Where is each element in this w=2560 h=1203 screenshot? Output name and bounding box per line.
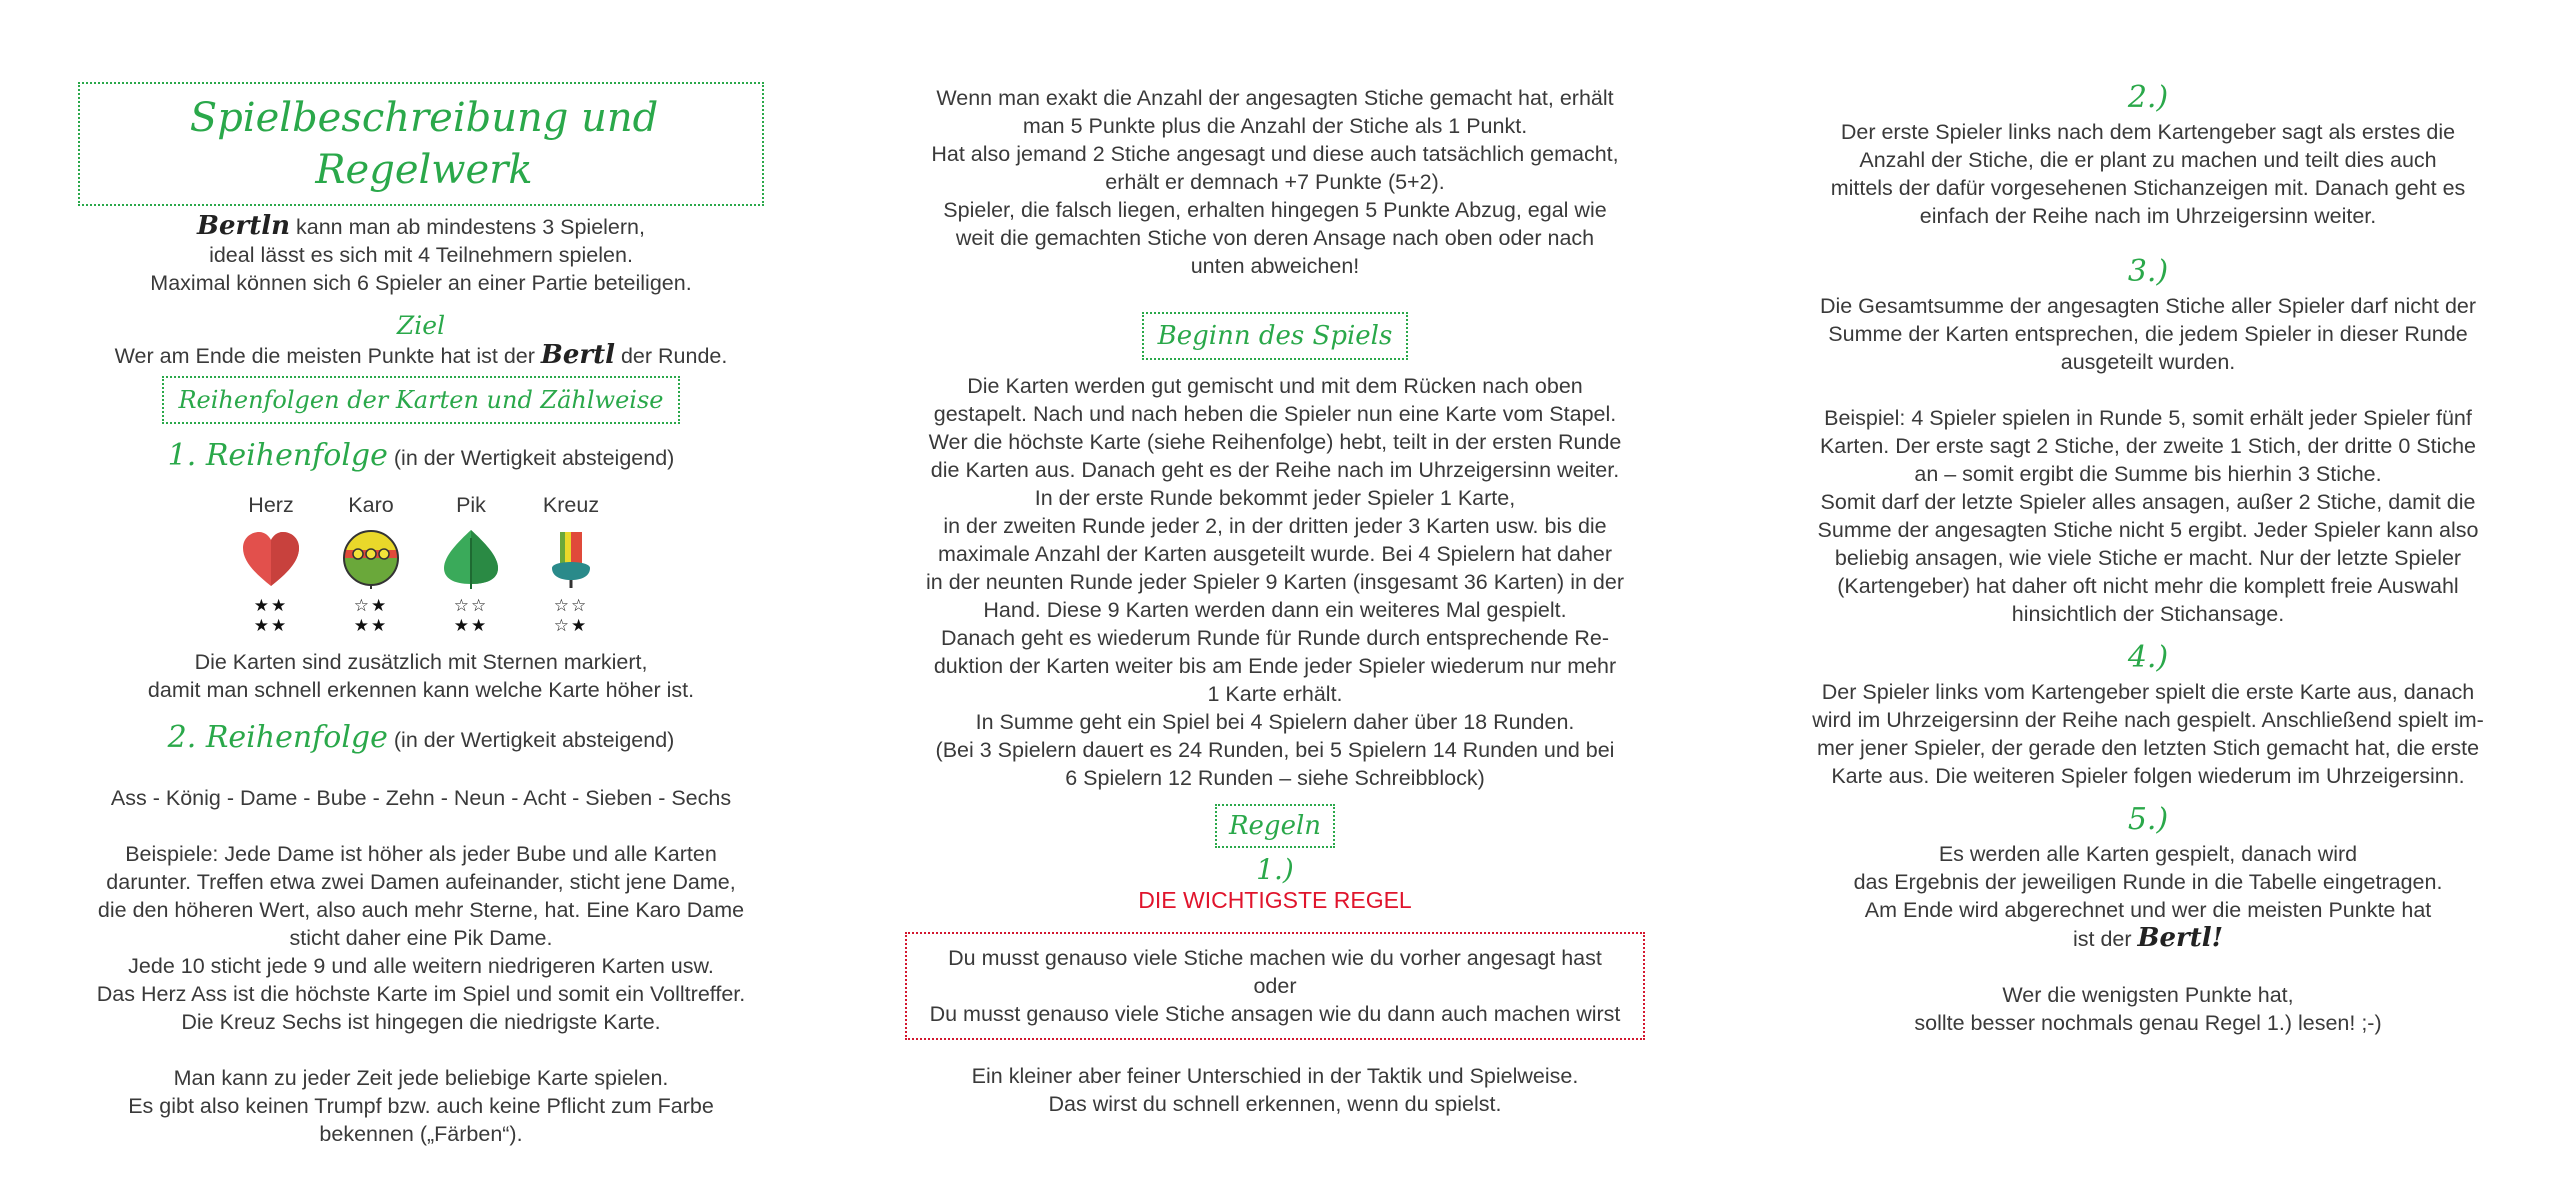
rule3-example-line: beliebig ansagen, wie viele Stiche er macht. Nur der letzte Spieler	[1834, 546, 2462, 570]
order-heading: Reihenfolgen der Karten und Zählweise	[162, 376, 679, 424]
rule4-line: mer jener Spieler, der gerade den letzten Stich gemacht hat, die erste	[1816, 736, 2480, 760]
rule5-last-pre: ist der	[2072, 927, 2138, 951]
ziel-text-post: der Runde.	[614, 344, 728, 368]
rule5-last-line	[1808, 924, 2488, 953]
rule2-number: 2.)	[2127, 80, 2169, 115]
intro-line-2: ideal lässt es sich mit 4 Teilnehmern spielen.	[209, 243, 633, 267]
order2-heading: 2. Reihenfolge	[167, 720, 388, 755]
beginn-section	[905, 372, 1645, 792]
rule3-line: Die Gesamtsumme der angesagten Stiche aller Spieler darf nicht der	[1819, 294, 2477, 318]
stars-note-line-1: Die Karten sind zusätzlich mit Sternen markiert,	[194, 650, 648, 674]
beginn-line: Danach geht es wiederum Runde für Runde durch entsprechende Re-	[940, 626, 1610, 650]
outro	[905, 1062, 1645, 1118]
ziel-text	[78, 341, 764, 370]
rule5-number: 5.)	[2127, 802, 2169, 837]
beginn-line: gestapelt. Nach und nach heben die Spieler nun eine Karte vom Stapel.	[933, 402, 1617, 426]
rule3-example-line: Somit darf der letzte Spieler alles ansagen, außer 2 Stiche, damit die	[1820, 490, 2476, 514]
examples-line: Jede 10 sticht jede 9 und alle weitern niedrigeren Karten usw.	[128, 954, 714, 978]
regeln-heading: Regeln	[1215, 804, 1335, 848]
examples-line: Die Kreuz Sechs ist hingegen die niedrigste Karte.	[181, 1010, 661, 1034]
examples-line: Beispiele: Jede Dame ist höher als jeder Bube und alle Karten	[125, 842, 717, 866]
ziel-heading: Ziel	[396, 311, 446, 340]
suit-label: Karo	[348, 493, 394, 517]
beginn-line: In Summe geht ein Spiel bei 4 Spielern daher über 18 Runden.	[975, 710, 1575, 734]
card-order-list: Ass - König - Dame - Bube - Zehn - Neun - Acht - Sieben - Sechs	[110, 786, 732, 810]
stars-row: ★★	[253, 616, 289, 635]
outro-line: Das wirst du schnell erkennen, wenn du spielst.	[1048, 1092, 1502, 1116]
beginn-line: in der neunten Runde jeder Spieler 9 Karten (insgesamt 36 Karten) in der	[926, 570, 1624, 594]
free-play-line: Man kann zu jeder Zeit jede beliebige Karte spielen.	[173, 1066, 669, 1090]
beginn-line: 1 Karte erhält.	[1207, 682, 1343, 706]
stars-row: ★★	[453, 616, 489, 635]
examples-line: die den höheren Wert, also auch mehr Sterne, hat. Eine Karo Dame	[97, 898, 745, 922]
scoring-line: weit die gemachten Stiche von deren Ansage nach oben oder nach	[955, 226, 1595, 250]
beginn-line: Wer die höchste Karte (siehe Reihenfolge) hebt, teilt in der ersten Runde	[928, 430, 1622, 454]
rule5-line: Es werden alle Karten gespielt, danach wird	[1938, 842, 2358, 866]
scoring-line: Hat also jemand 2 Stiche angesagt und diese auch tatsächlich gemacht,	[931, 142, 1619, 166]
beginn-line: duktion der Karten weiter bis am Ende jeder Spieler wiederum nur mehr	[933, 654, 1617, 678]
examples-line: darunter. Treffen etwa zwei Damen aufeinander, sticht jene Dame,	[106, 870, 736, 894]
rule2-line: mittels der dafür vorgesehenen Stichanzeigen mit. Danach geht es	[1830, 176, 2466, 200]
rule1-line: Du musst genauso viele Stiche machen wie du vorher angesagt hast	[948, 946, 1602, 970]
rule3-example-line: hinsichtlich der Stichansage.	[2011, 602, 2285, 626]
brand-name: Bertln	[197, 211, 291, 241]
order1-note: (in der Wertigkeit absteigend)	[393, 446, 675, 470]
stars-row: ★★	[253, 596, 289, 615]
beginn-line: maximale Anzahl der Karten ausgeteilt wurde. Bei 4 Spielern hat daher	[937, 542, 1613, 566]
beginn-line: die Karten aus. Danach geht es der Reihe nach im Uhrzeigersinn weiter.	[930, 458, 1620, 482]
page-title: Spielbeschreibung und Regelwerk	[78, 82, 764, 206]
rule1-number: 1.)	[1256, 853, 1294, 886]
acorn-suit-icon	[540, 528, 602, 590]
ziel-text-pre: Wer am Ende die meisten Punkte hat ist der	[114, 344, 541, 368]
column-middle	[905, 84, 1645, 1118]
intro-line-3: Maximal können sich 6 Spieler an einer Partie beteiligen.	[150, 271, 692, 295]
rule3-example-line: an – somit ergibt die Summe bis hierhin 3 Stiche.	[1914, 462, 2382, 486]
order2-heading-line	[78, 716, 764, 760]
beginn-line: In der erste Runde bekommt jeder Spieler 1 Karte,	[1034, 486, 1516, 510]
rule5-line: Am Ende wird abgerechnet und wer die meisten Punkte hat	[1864, 898, 2432, 922]
rule4-line: Der Spieler links vom Kartengeber spielt die erste Karte aus, danach	[1821, 680, 2475, 704]
column-right	[1808, 78, 2488, 1037]
heart-suit-icon	[240, 528, 302, 590]
rule3-example-line: Beispiel: 4 Spieler spielen in Runde 5, somit erhält jeder Spieler fünf	[1824, 406, 2472, 430]
suit-label: Herz	[248, 493, 294, 517]
rule1-line: Du musst genauso viele Stiche ansagen wie du dann auch machen wirst	[929, 1002, 1621, 1026]
intro-line-1	[78, 212, 764, 241]
rule3-example-line: (Kartengeber) hat daher oft nicht mehr die komplett freie Auswahl	[1837, 574, 2459, 598]
rule1-box	[905, 932, 1645, 1040]
scoring-line: Spieler, die falsch liegen, erhalten hingegen 5 Punkte Abzug, egal wie	[943, 198, 1607, 222]
rule2-line: einfach der Reihe nach im Uhrzeigersinn weiter.	[1919, 204, 2377, 228]
rule3-example-line: Karten. Der erste sagt 2 Stiche, der zweite 1 Stich, der dritte 0 Stiche	[1819, 434, 2477, 458]
rule2-line: Der erste Spieler links nach dem Kartengeber sagt als erstes die	[1840, 120, 2456, 144]
brand-name: Bertl!	[2137, 923, 2224, 953]
stars-row: ☆☆	[553, 596, 589, 615]
rule4-line: wird im Uhrzeigersinn der Reihe nach gespielt. Anschließend spielt im-	[1812, 708, 2484, 732]
beginn-line: Hand. Diese 9 Karten werden dann ein weiteres Mal gespielt.	[983, 598, 1567, 622]
stars-row: ★★	[353, 616, 389, 635]
order1-heading: 1. Reihenfolge	[167, 438, 388, 473]
suit-label: Pik	[456, 493, 486, 517]
bell-suit-icon	[340, 528, 402, 590]
beginn-heading: Beginn des Spiels	[1142, 312, 1409, 360]
rule1-line: oder	[1253, 974, 1297, 998]
suit-herz	[240, 492, 302, 636]
rule1-title: DIE WICHTIGSTE REGEL	[1138, 887, 1412, 913]
order1-heading-line	[78, 434, 764, 478]
rank-stars	[354, 596, 388, 636]
scoring-line: erhält er demnach +7 Punkte (5+2).	[1105, 170, 1445, 194]
beginn-line: in der zweiten Runde jeder 2, in der dritten jeder 3 Karten usw. bis die	[943, 514, 1607, 538]
beginn-line: Die Karten werden gut gemischt und mit dem Rücken nach oben	[967, 374, 1583, 398]
free-play-line: Es gibt also keinen Trumpf bzw. auch keine Pflicht zum Farbe	[128, 1094, 714, 1118]
suit-pik	[440, 492, 502, 636]
order2-note: (in der Wertigkeit absteigend)	[393, 728, 675, 752]
rule4-line: Karte aus. Die weiteren Spieler folgen wiederum im Uhrzeigersinn.	[1831, 764, 2465, 788]
rule5-line: das Ergebnis der jeweiligen Runde in die Tabelle eingetragen.	[1853, 870, 2443, 894]
suit-karo	[340, 492, 402, 636]
free-play-line: bekennen („Färben“).	[319, 1122, 523, 1146]
suit-label: Kreuz	[542, 493, 600, 517]
rule3-line: Summe der Karten entsprechen, die jedem Spieler in dieser Runde	[1828, 322, 2468, 346]
scoring-line: unten abweichen!	[1190, 254, 1360, 278]
examples-line: Das Herz Ass ist die höchste Karte im Spiel und somit ein Volltreffer.	[96, 982, 746, 1006]
stars-note-line-2: damit man schnell erkennen kann welche Karte höher ist.	[147, 678, 695, 702]
column-left	[78, 0, 764, 1148]
intro-text: kann man ab mindestens 3 Spielern,	[290, 215, 645, 239]
closing-line: sollte besser nochmals genau Regel 1.) lesen! ;-)	[1914, 1011, 2382, 1035]
stars-row: ☆★	[353, 596, 389, 615]
beginn-line: (Bei 3 Spielern dauert es 24 Runden, bei 5 Spielern 14 Runden und bei	[935, 738, 1615, 762]
rank-stars	[454, 596, 488, 636]
rule4-number: 4.)	[2127, 640, 2169, 675]
scoring-line: man 5 Punkte plus die Anzahl der Stiche als 1 Punkt.	[1022, 114, 1528, 138]
suit-ranking	[78, 492, 764, 636]
rule3-line: ausgeteilt wurden.	[2060, 350, 2236, 374]
suit-kreuz	[540, 492, 602, 636]
brand-name: Bertl	[540, 340, 615, 370]
rule3-example-line: Summe der angesagten Stiche nicht 5 ergibt. Jeder Spieler kann also	[1817, 518, 2479, 542]
closing-line: Wer die wenigsten Punkte hat,	[2002, 983, 2294, 1007]
rule3-number: 3.)	[2127, 254, 2169, 289]
stars-row: ☆★	[553, 616, 589, 635]
scoring-line: Wenn man exakt die Anzahl der angesagten Stiche gemacht hat, erhält	[936, 86, 1614, 110]
outro-line: Ein kleiner aber feiner Unterschied in der Taktik und Spielweise.	[971, 1064, 1579, 1088]
rank-stars	[254, 596, 288, 636]
leaf-suit-icon	[440, 528, 502, 590]
beginn-line: 6 Spielern 12 Runden – siehe Schreibblock)	[1065, 766, 1485, 790]
rule2-line: Anzahl der Stiche, die er plant zu machen und teilt dies auch	[1859, 148, 2437, 172]
examples-line: sticht daher eine Pik Dame.	[289, 926, 553, 950]
rank-stars	[554, 596, 588, 636]
stars-row: ☆☆	[453, 596, 489, 615]
